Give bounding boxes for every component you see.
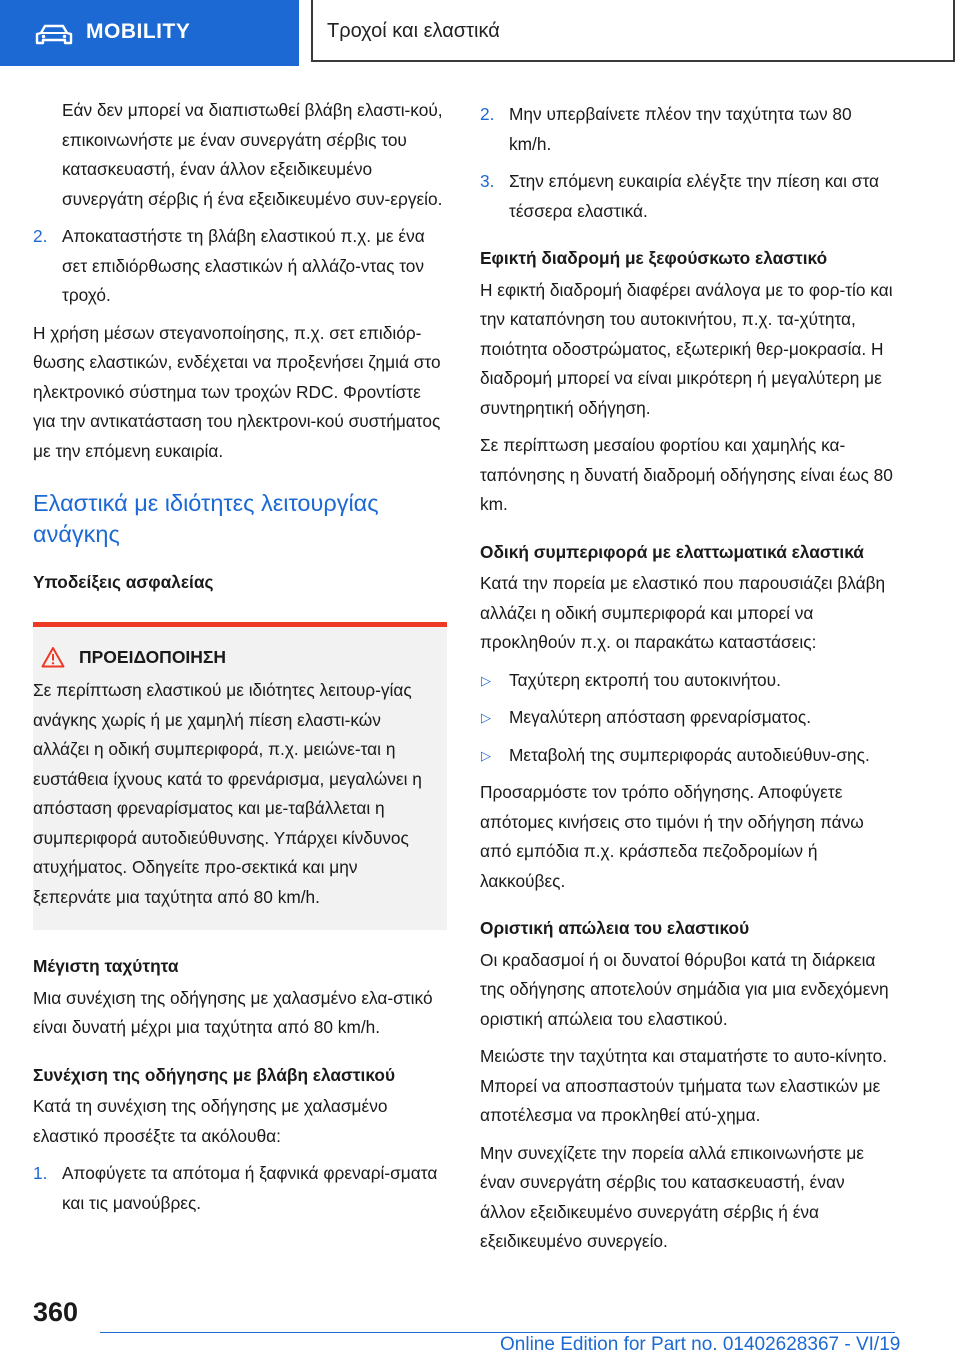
section-heading: Ελαστικά με ιδιότητες λειτουργίας ανάγκης: [33, 490, 379, 547]
loss-heading: Οριστική απώλεια του ελαστικού: [480, 918, 750, 938]
page-number: 360: [33, 1297, 79, 1327]
brand-label: MOBILITY: [86, 20, 191, 43]
step-number: 1.: [33, 1163, 48, 1183]
step-text: Στην επόμενη ευκαιρία ελέγξτε την πίεση και στα τέσσερα ελαστικά.: [509, 171, 880, 221]
range-text: Σε περίπτωση μεσαίου φορτίου και χαμηλής κα-ταπόνησης η δυνατή διαδρομή οδήγησης είναι έως 80 km.: [480, 435, 893, 514]
list-item: [33, 1159, 447, 1218]
continue-text: Κατά τη συνέχιση της οδήγησης με χαλασμένο ελαστικό προσέξτε τα ακόλουθα:: [33, 1096, 388, 1146]
behavior-text: Κατά την πορεία με ελαστικό που παρουσιάζει βλάβη αλλάζει η οδική συμπεριφορά και μπορεί να προκληθούν π.χ. οι παρακάτω καταστάσεις:: [480, 573, 886, 652]
section-title: Τροχοί και ελαστικά: [327, 20, 500, 42]
bullet-triangle-icon: ▷: [481, 747, 491, 763]
step-text: Αποφύγετε τα απότομα ή ξαφνικά φρεναρί-σματα και τις μανούβρες.: [62, 1163, 438, 1213]
bullet-text: Μεταβολή της συμπεριφοράς αυτοδιεύθυν-σης.: [509, 744, 870, 765]
bullet-text: Μεγαλύτερη απόσταση φρεναρίσματος.: [509, 707, 811, 727]
list-item: [480, 167, 894, 226]
max-speed-text: Μια συνέχιση της οδήγησης με χαλασμένο ελα-στικό είναι δυνατή μέχρι μια ταχύτητα από 80 km/h.: [33, 987, 433, 1037]
list-item: [480, 703, 894, 733]
list-item: [480, 100, 894, 159]
section-title-box: [311, 0, 955, 62]
warning-title: ΠΡΟΕΙΔΟΠΟΙΗΣΗ: [79, 646, 227, 667]
list-item: [33, 222, 447, 311]
rdc-paragraph: Η χρήση μέσων στεγανοποίησης, π.χ. σετ επιδιόρ-θωσης ελαστικών, ενδέχεται να προξενήσει ζημιά στο ηλεκτρονικό σύστημα των τροχών RDC. Φροντίστε για την αντικατάσταση του ηλεκτρονι-κού συστήματος με την επόμενη ευκαιρία.: [33, 322, 441, 461]
step-text: Μην υπερβαίνετε πλέον την ταχύτητα των 80 km/h.: [509, 104, 852, 154]
edition-label: Online Edition for Part no. 01402628367 - VI/19: [500, 1334, 901, 1355]
safety-heading: Υποδείξεις ασφαλείας: [33, 572, 214, 592]
bullet-text: Ταχύτερη εκτροπή του αυτοκινήτου.: [509, 669, 781, 690]
bullet-triangle-icon: ▷: [481, 672, 491, 688]
list-item: [480, 741, 894, 771]
step-number: 3.: [480, 171, 495, 191]
warning-text: Σε περίπτωση ελαστικού με ιδιότητες λειτουρ-γίας ανάγκης χωρίς ή με χαμηλή πίεση ελαστι-κών αλλάζει η οδική συμπεριφορά, π.χ. μειώνε-ται η ευστάθεια ίχνους κατά το φρενάρισμα, μεγαλώνει η απόσταση φρεναρίσματος και με-ταβάλλεται η συμπεριφορά αυτοδιεύθυνσης. Υπάρχει κίνδυνος ατυχήματος. Οδηγείτε προ-σεκτικά και μην ξεπερνάτε μια ταχύτητα από 80 km/h.: [33, 680, 422, 907]
right-column: [480, 100, 894, 1265]
range-text: Η εφικτή διαδρομή διαφέρει ανάλογα με το φορ-τίο και την καταπόνηση του αυτοκινήτου, π.χ. τα-χύτητα, ποιότητα οδοστρώματος, εξωτερική θερ-μοκρασία. Η διαδρομή μπορεί να είναι μικρότερη ή μεγαλύτερη με συντηρητική οδήγηση.: [480, 279, 893, 418]
intro-paragraph: Εάν δεν μπορεί να διαπιστωθεί βλάβη ελαστι-κού, επικοινωνήστε με έναν συνεργάτη σέρβις του κατασκευαστή, έναν άλλον εξειδικευμένο συνεργάτη σέρβις ή ένα εξειδικευμένο συν-εργείο.: [62, 100, 443, 209]
footer-divider: [100, 1332, 895, 1333]
warning-header: [41, 643, 433, 673]
continue-heading: Συνέχιση της οδήγησης με βλάβη ελαστικού: [33, 1064, 396, 1085]
warning-box: [33, 622, 447, 931]
bullet-triangle-icon: ▷: [481, 710, 491, 725]
max-speed-heading: Μέγιστη ταχύτητα: [33, 956, 179, 976]
loss-text: Μειώστε την ταχύτητα και σταματήστε το αυτο-κίνητο. Μπορεί να αποσπαστούν τμήματα των ελαστικών με αποτέλεσμα να προκληθεί ατύ-χημα.: [480, 1046, 888, 1125]
step-number: 2.: [33, 226, 48, 246]
loss-text: Οι κραδασμοί ή οι δυνατοί θόρυβοι κατά τη διάρκεια της οδήγησης αποτελούν σημάδια για μια ενδεχόμενη οριστική απώλεια του ελαστικού.: [480, 949, 889, 1029]
loss-text: Μην συνεχίζετε την πορεία αλλά επικοινωνήστε με έναν συνεργάτη σέρβις του κατασκευαστή, έναν άλλον εξειδικευμένο συνεργάτη σέρβις ή ένα εξειδικευμένο συνεργείο.: [480, 1142, 865, 1251]
step-number: 2.: [480, 104, 495, 124]
left-column: [33, 96, 447, 1226]
list-item: [480, 666, 894, 696]
car-icon: [34, 24, 74, 46]
range-heading: Εφικτή διαδρομή με ξεφούσκωτο ελαστικό: [480, 248, 828, 268]
brand-tab: [0, 0, 299, 66]
page-header: [0, 0, 960, 66]
step-text: Αποκαταστήστε τη βλάβη ελαστικού π.χ. με ένα σετ επιδιόρθωσης ελαστικών ή αλλάζο-ντας τον τροχό.: [62, 226, 425, 305]
warning-triangle-icon: [41, 646, 65, 668]
adapt-text: Προσαρμόστε τον τρόπο οδήγησης. Αποφύγετε απότομες κινήσεις στο τιμόνι ή την οδήγηση πάνω από εμπόδια π.χ. κράσπεδα πεζοδρομίων ή λακκούβες.: [480, 782, 864, 891]
behavior-heading: Οδική συμπεριφορά με ελαττωματικά ελαστικά: [480, 541, 864, 562]
